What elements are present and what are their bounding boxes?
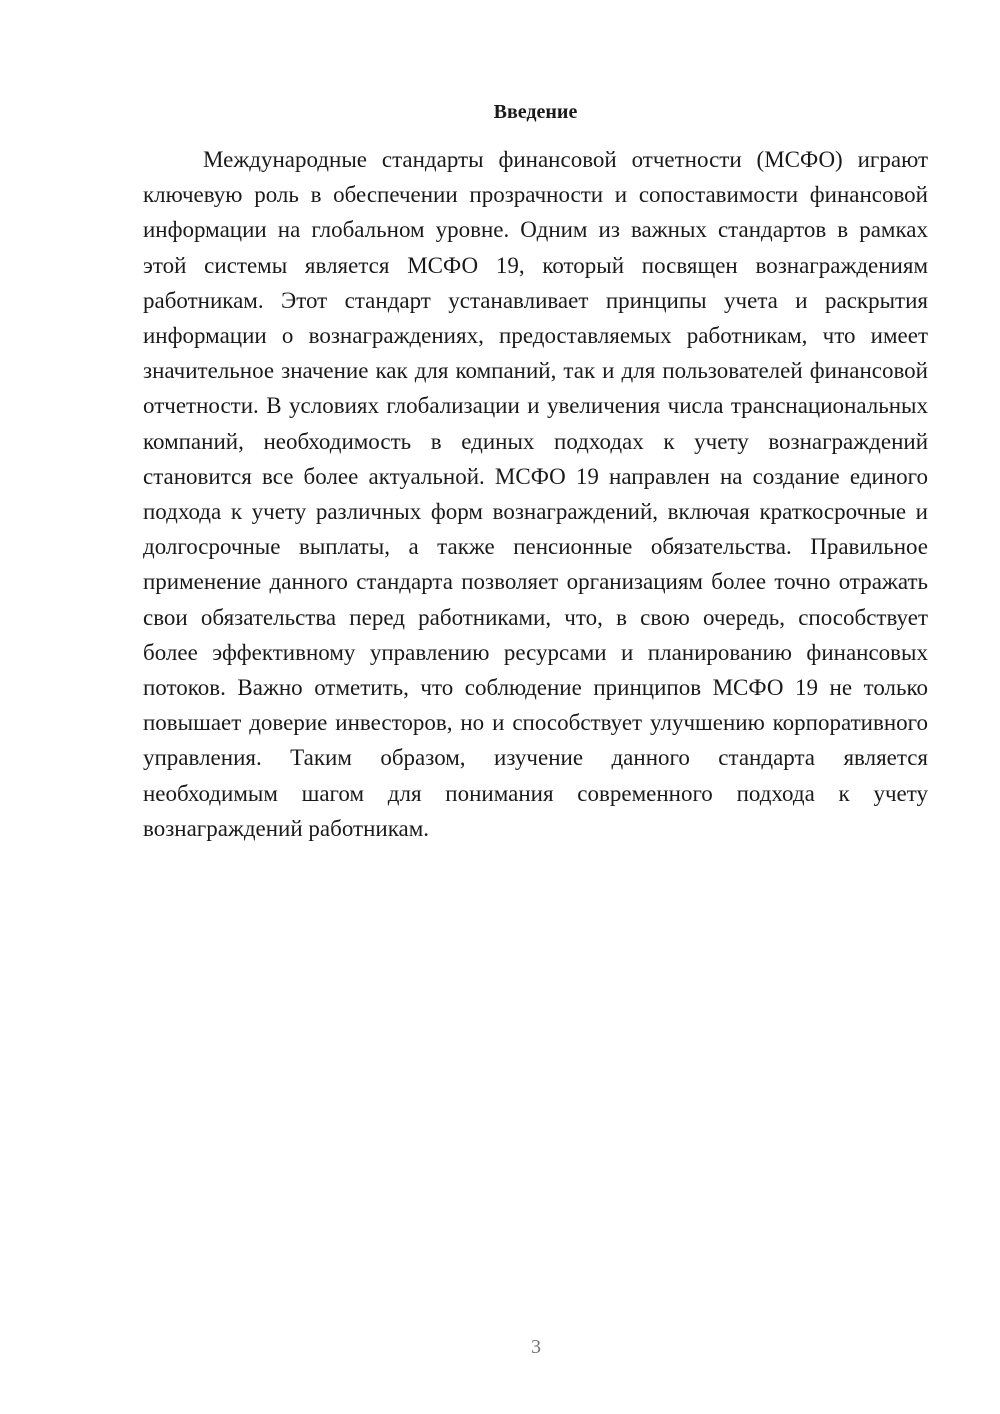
section-heading: Введение: [493, 101, 578, 123]
intro-paragraph: Международные стандарты финансовой отчетности (МСФО) играют ключевую роль в обеспечении прозрачности и сопоставимости финансовой информации на глобальном уровне. Одним из важных стандартов в рамках этой системы является МСФО 19, который посвящен вознаграждениям работникам. Этот стандарт устанавливает принципы учета и раскрытия информации о вознаграждениях, предоставляемых работникам, что имеет значительное значение как для компаний, так и для пользователей финансовой отчетности. В условиях глобализации и увеличения числа транснациональных компаний, необходимость в единых подходах к учету вознаграждений становится все более актуальной. МСФО 19 направлен на создание единого подхода к учету различных форм вознаграждений, включая краткосрочные и долгосрочные выплаты, а также пенсионные обязательства. Правильное применение данного стандарта позволяет организациям более точно отражать свои обязательства перед работниками, что, в свою очередь, способствует более эффективному управлению ресурсами и планированию финансовых потоков. Важно отметить, что соблюдение принципов МСФО 19 не только повышает доверие инвесторов, но и способствует улучшению корпоративного управления. Таким образом, изучение данного стандарта является необходимым шагом для понимания современного подхода к учету вознаграждений работникам.: [143, 147, 928, 841]
page-number: 3: [531, 1336, 541, 1358]
